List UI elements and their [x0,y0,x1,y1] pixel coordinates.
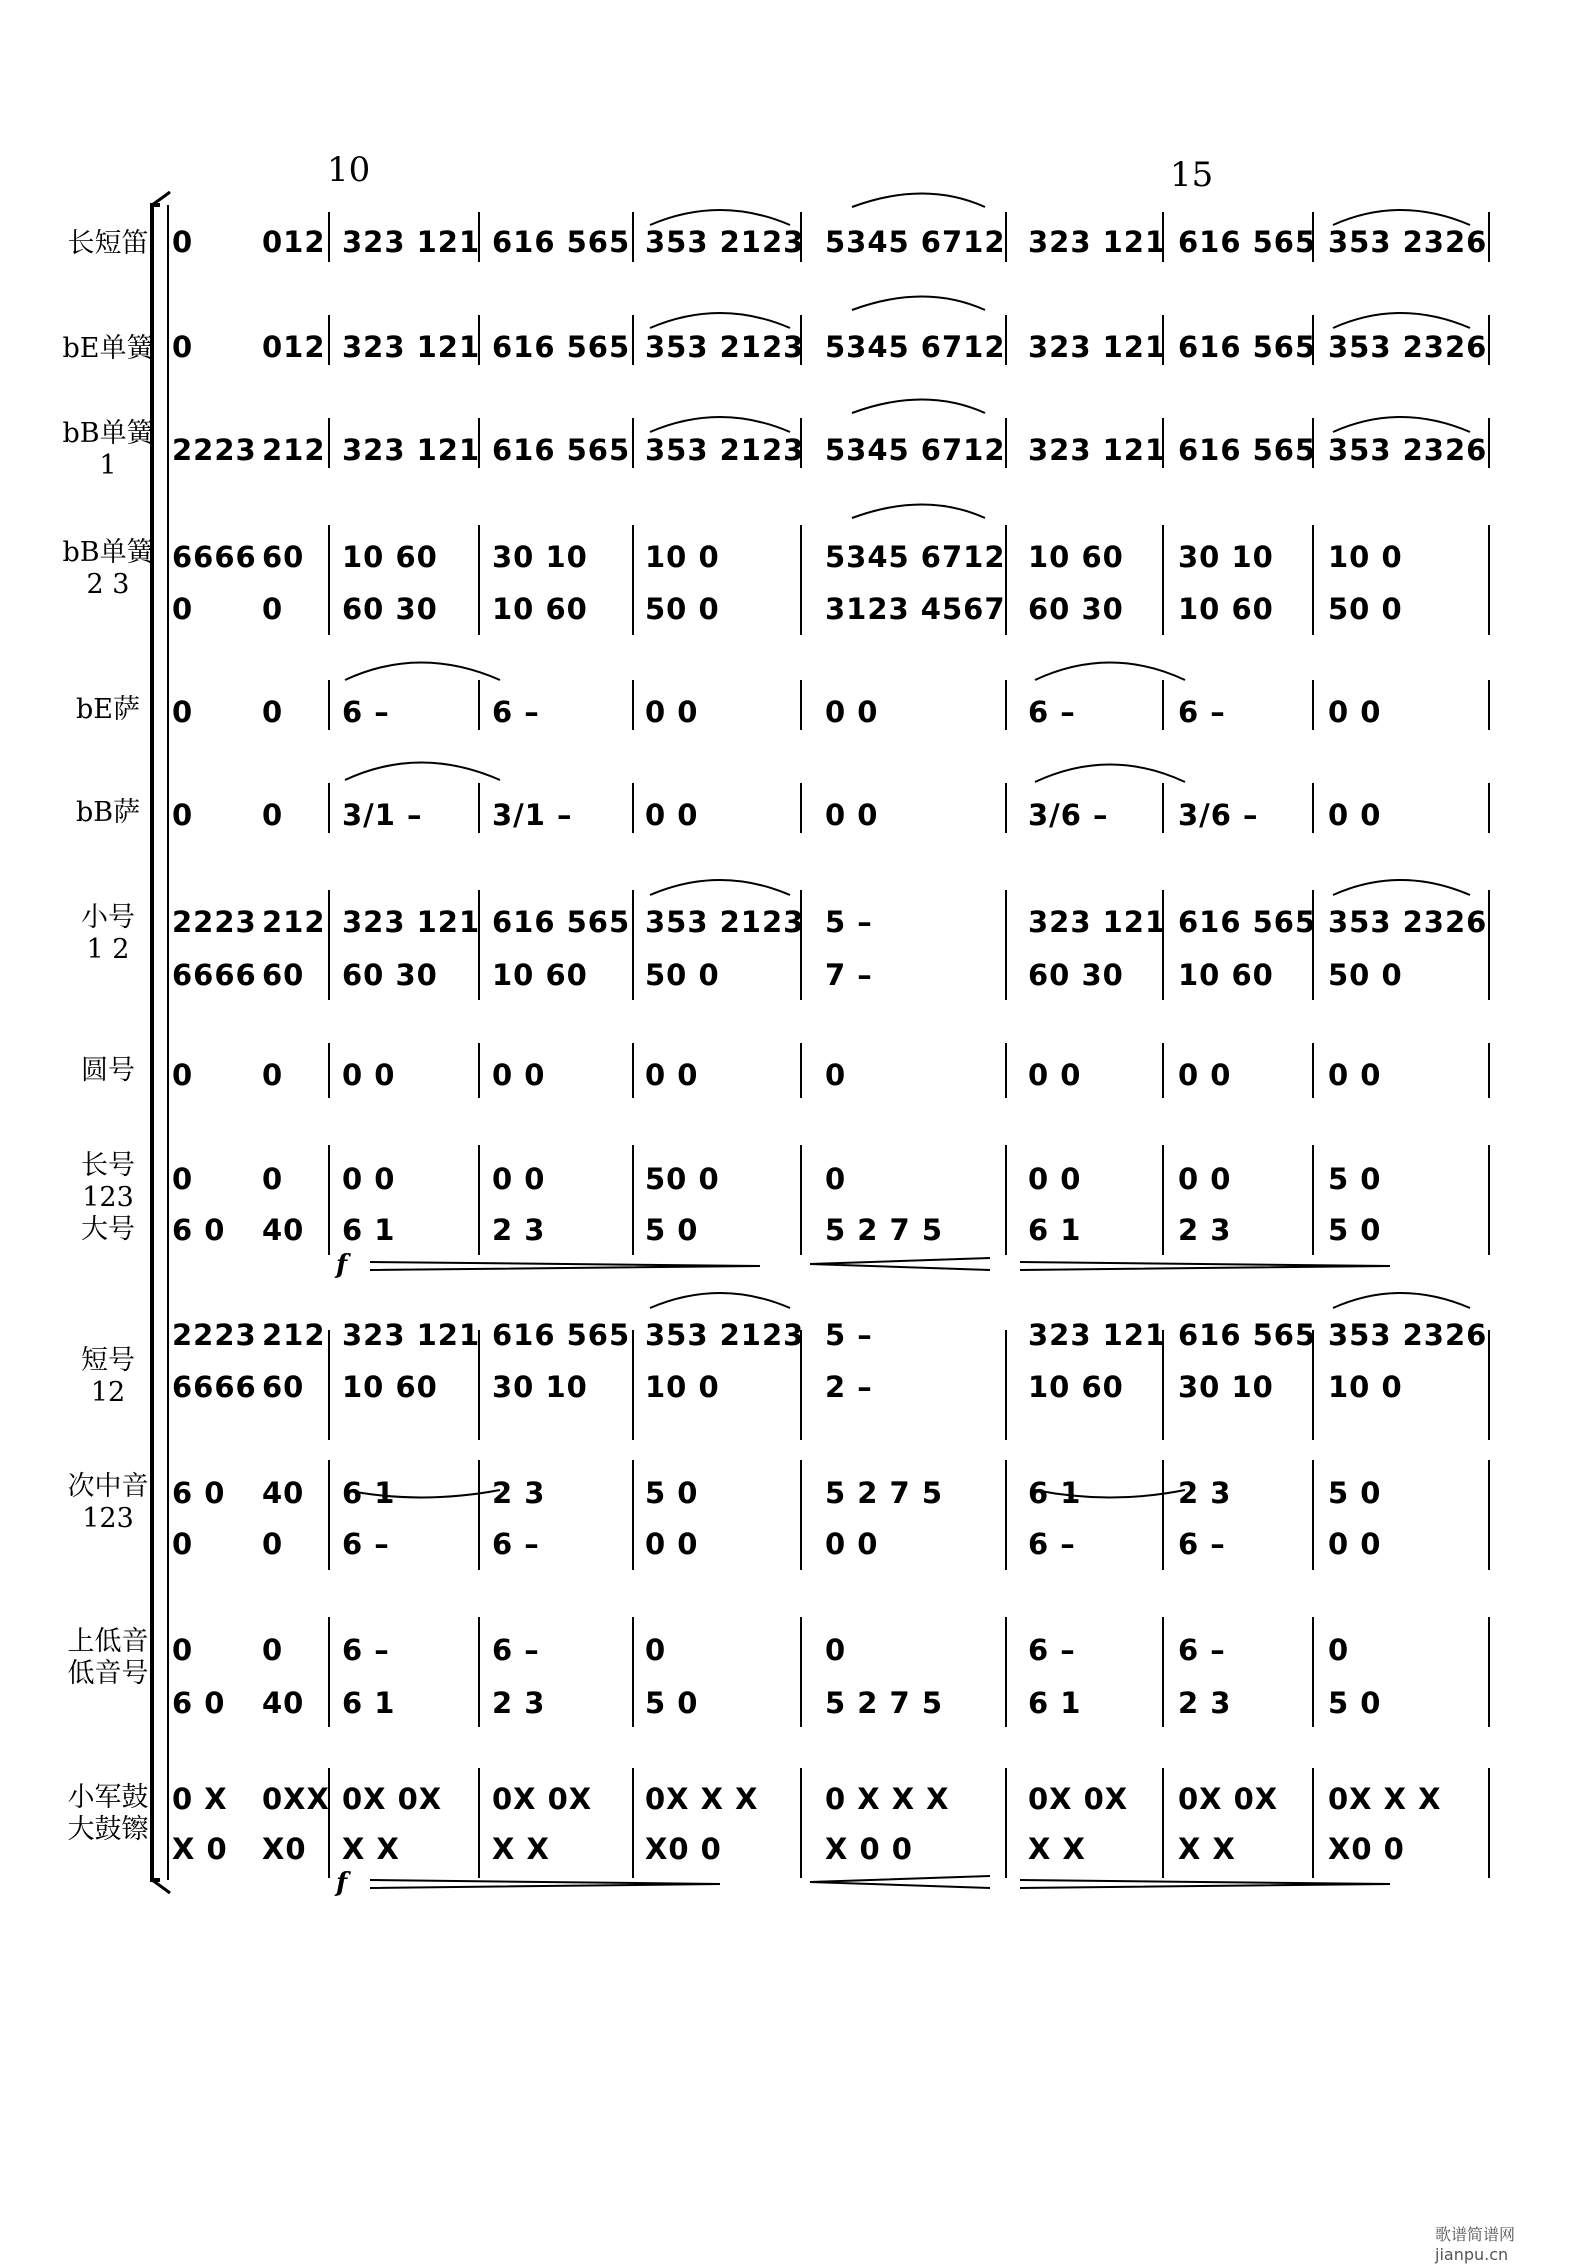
note-cell: 323 121 [1028,905,1167,939]
note-cell: 0X 0X [1028,1782,1129,1816]
note-cell: 616 565 [1178,433,1317,467]
note-cell: 6 – [1178,1527,1226,1561]
note-cell: 0X X X [1328,1782,1442,1816]
note-cell: 0 0 [645,1527,699,1561]
barline [328,890,330,1000]
note-cell: 5 0 [645,1476,699,1510]
note-cell: 5 0 [645,1686,699,1720]
note-cell: X 0 [172,1832,228,1866]
note-cell: 3123 4567 [825,592,1006,626]
barline [1312,1145,1314,1255]
barline [1312,783,1314,833]
barline [478,1617,480,1727]
note-cell: 0 0 [1178,1162,1232,1196]
note-cell: 6 – [342,695,390,729]
barline [478,783,480,833]
note-cell: 323 121 [1028,1318,1167,1352]
note-cell: 0 [172,1162,194,1196]
barline [800,680,802,730]
note-cell: 50 0 [645,592,720,626]
note-cell: 2223 [172,433,257,467]
note-cell: 353 2123 [645,225,805,259]
note-cell: 10 60 [1178,592,1274,626]
note-cell: 30 10 [1178,540,1274,574]
note-cell: 2223 [172,905,257,939]
note-cell: 3/1 – [342,798,423,832]
barline [478,1043,480,1098]
note-cell: 323 121 [1028,225,1167,259]
instrument-label: 长短笛 [67,228,149,259]
barline [800,525,802,635]
note-cell: 60 30 [1028,958,1124,992]
note-cell: 60 30 [1028,592,1124,626]
barline [1312,1617,1314,1727]
note-cell: 323 121 [1028,433,1167,467]
barline [478,1768,480,1878]
note-cell: 5345 6712 [825,433,1006,467]
note-cell: 2223 [172,1318,257,1352]
note-cell: 5345 6712 [825,540,1006,574]
note-cell: 0 [262,798,284,832]
note-cell: 3/1 – [492,798,573,832]
note-cell: 0 [262,592,284,626]
note-cell: 616 565 [492,433,631,467]
note-cell: 0 [262,1162,284,1196]
barline [1312,680,1314,730]
measure-number-15: 15 [1170,155,1214,195]
barline [1488,1145,1490,1255]
note-cell: 616 565 [1178,1318,1317,1352]
note-cell: 10 0 [645,540,720,574]
note-cell: 6 – [492,1527,540,1561]
note-cell: 10 0 [1328,1370,1403,1404]
note-cell: X0 [262,1832,307,1866]
barline [1005,1460,1007,1570]
barline [328,525,330,635]
note-cell: 616 565 [1178,330,1317,364]
instrument-label: bE单簧 [62,333,154,364]
barline [1162,1460,1164,1570]
note-cell: 616 565 [492,225,631,259]
instrument-label: 长号 123 大号 [81,1150,135,1245]
note-cell: 0 [172,798,194,832]
barline [328,315,330,365]
barline [1005,1768,1007,1878]
note-cell: 0 0 [825,798,879,832]
barline [632,418,634,468]
note-cell: 30 10 [492,540,588,574]
note-cell: 323 121 [342,905,481,939]
instrument-label: bB单簧 2 3 [62,537,154,600]
note-cell: 0X 0X [342,1782,443,1816]
note-cell: 7 – [825,958,873,992]
note-cell: 0 [262,1527,284,1561]
barline [1162,525,1164,635]
note-cell: 0 0 [1328,798,1382,832]
note-cell: 5345 6712 [825,225,1006,259]
barline [1162,680,1164,730]
barline [632,525,634,635]
note-cell: 0 0 [1328,1527,1382,1561]
note-cell: 5 0 [1328,1213,1382,1247]
barline [1005,890,1007,1000]
barline [1005,1330,1007,1440]
barline [1162,1768,1164,1878]
note-cell: 012 [262,330,326,364]
barline [632,1043,634,1098]
note-cell: 10 60 [492,958,588,992]
note-cell: 40 [262,1686,305,1720]
note-cell: 6 – [342,1527,390,1561]
barline [800,1617,802,1727]
note-cell: 0 X X X [825,1782,950,1816]
instrument-label: 小军鼓 大鼓镲 [67,1782,149,1845]
note-cell: 2 3 [492,1476,546,1510]
note-cell: 50 0 [645,958,720,992]
instrument-label: bB萨 [75,797,141,828]
note-cell: 353 2123 [645,330,805,364]
note-cell: 353 2326 [1328,433,1488,467]
note-cell: 0 [825,1162,847,1196]
note-cell: 6 0 [172,1213,226,1247]
instrument-label: 次中音 123 [67,1471,149,1534]
barline [1162,1145,1164,1255]
note-cell: 353 2326 [1328,1318,1488,1352]
note-cell: 10 60 [1028,1370,1124,1404]
barline [1005,680,1007,730]
note-cell: 3/6 – [1178,798,1259,832]
note-cell: 6 – [1178,1633,1226,1667]
note-cell: 0 0 [342,1058,396,1092]
note-cell: 0 [825,1633,847,1667]
note-cell: 10 0 [645,1370,720,1404]
barline [1005,783,1007,833]
note-cell: 0 [262,695,284,729]
barline [1162,1617,1164,1727]
note-cell: 0 X [172,1782,228,1816]
barline [632,315,634,365]
note-cell: 0 0 [492,1058,546,1092]
note-cell: 5345 6712 [825,330,1006,364]
note-cell: 0 [172,592,194,626]
note-cell: 0XX [262,1782,330,1816]
barline [328,1330,330,1440]
barline [328,783,330,833]
dynamic-marking: f [336,1868,348,1898]
barline [632,1330,634,1440]
note-cell: 10 60 [1178,958,1274,992]
note-cell: 6 0 [172,1476,226,1510]
note-cell: 60 [262,540,305,574]
note-cell: 616 565 [492,905,631,939]
note-cell: 6 1 [1028,1476,1082,1510]
note-cell: 6666 [172,958,257,992]
note-cell: 353 2326 [1328,330,1488,364]
note-cell: 6 1 [342,1476,396,1510]
note-cell: 0 0 [1028,1058,1082,1092]
barline [632,212,634,262]
barline [1488,315,1490,365]
barline [632,680,634,730]
note-cell: 0 0 [645,1058,699,1092]
note-cell: 0X 0X [1178,1782,1279,1816]
barline [1488,525,1490,635]
note-cell: 0X 0X [492,1782,593,1816]
note-cell: 353 2123 [645,433,805,467]
note-cell: 212 [262,905,326,939]
note-cell: 0 [172,1527,194,1561]
note-cell: 10 60 [342,1370,438,1404]
barline [328,1460,330,1570]
note-cell: 6 – [1178,695,1226,729]
note-cell: 0 [645,1633,667,1667]
note-cell: 0 [262,1633,284,1667]
note-cell: 0X X X [645,1782,759,1816]
note-cell: 0 [172,695,194,729]
note-cell: 5 2 7 5 [825,1213,944,1247]
instrument-label: 圆号 [81,1055,135,1086]
barline [632,1768,634,1878]
instrument-label: 短号 12 [81,1345,135,1408]
barline [632,1460,634,1570]
note-cell: 323 121 [342,1318,481,1352]
barline [800,1043,802,1098]
note-cell: 6666 [172,1370,257,1404]
note-cell: 10 60 [1028,540,1124,574]
note-cell: 60 30 [342,592,438,626]
note-cell: 0 0 [825,695,879,729]
note-cell: 3/6 – [1028,798,1109,832]
barline [1488,890,1490,1000]
barline [478,525,480,635]
note-cell: 6 1 [1028,1213,1082,1247]
note-cell: 6 – [342,1633,390,1667]
note-cell: 0 [262,1058,284,1092]
instrument-label: bE萨 [76,694,140,725]
note-cell: 5 2 7 5 [825,1476,944,1510]
note-cell: X 0 0 [825,1832,913,1866]
note-cell: 6 0 [172,1686,226,1720]
barline [632,1145,634,1255]
barline [328,1043,330,1098]
note-cell: 6 – [1028,1633,1076,1667]
note-cell: 2 3 [492,1686,546,1720]
note-cell: 30 10 [492,1370,588,1404]
barline [632,890,634,1000]
note-cell: 353 2326 [1328,225,1488,259]
note-cell: 0 [1328,1633,1350,1667]
note-cell: 50 0 [1328,958,1403,992]
barline [1488,418,1490,468]
note-cell: X X [1178,1832,1236,1866]
note-cell: 30 10 [1178,1370,1274,1404]
barline [632,783,634,833]
note-cell: 6 – [492,1633,540,1667]
note-cell: 616 565 [492,330,631,364]
barline [328,418,330,468]
barline [1488,1330,1490,1440]
note-cell: 10 60 [342,540,438,574]
barline [1005,1617,1007,1727]
barline [800,1145,802,1255]
note-cell: 5 – [825,905,873,939]
note-cell: 5 0 [1328,1686,1382,1720]
note-cell: 5 0 [1328,1476,1382,1510]
note-cell: 6 – [492,695,540,729]
barline [800,783,802,833]
barline [328,680,330,730]
measure-number-10: 10 [327,150,371,190]
barline [1488,1043,1490,1098]
note-cell: 0 0 [645,695,699,729]
note-cell: 40 [262,1213,305,1247]
instrument-label: 小号 1 2 [81,902,135,965]
barline [1488,212,1490,262]
instrument-label: bB单簧 1 [62,418,154,481]
note-cell: 5 – [825,1318,873,1352]
barline [1312,525,1314,635]
barline [1488,1617,1490,1727]
barline [800,1768,802,1878]
note-cell: 5 2 7 5 [825,1686,944,1720]
barline [478,1460,480,1570]
note-cell: 2 3 [1178,1686,1232,1720]
instrument-label: 上低音 低音号 [67,1626,149,1689]
note-cell: 0 0 [342,1162,396,1196]
watermark: 歌谱简谱网 jianpu.cn [1435,2225,1516,2264]
note-cell: 50 0 [1328,592,1403,626]
note-cell: 616 565 [492,1318,631,1352]
barline [328,1617,330,1727]
note-cell: 353 2326 [1328,905,1488,939]
note-cell: 0 [172,1058,194,1092]
note-cell: 6 – [1028,1527,1076,1561]
note-cell: 012 [262,225,326,259]
note-cell: 323 121 [1028,330,1167,364]
note-cell: 0 0 [492,1162,546,1196]
barline [328,212,330,262]
note-cell: 212 [262,433,326,467]
note-cell: 0 0 [1178,1058,1232,1092]
system-brace [152,205,160,1880]
note-cell: 0 [825,1058,847,1092]
note-cell: X X [1028,1832,1086,1866]
barline [1162,1043,1164,1098]
note-cell: 0 [172,225,194,259]
note-cell: 60 [262,1370,305,1404]
note-cell: X X [342,1832,400,1866]
note-cell: 6 – [1028,695,1076,729]
note-cell: X X [492,1832,550,1866]
note-cell: 0 0 [1328,1058,1382,1092]
barline [1488,1768,1490,1878]
note-cell: 6666 [172,540,257,574]
note-cell: 50 0 [645,1162,720,1196]
note-cell: 353 2123 [645,1318,805,1352]
barline [1488,783,1490,833]
barline [1312,1768,1314,1878]
note-cell: 323 121 [342,433,481,467]
note-cell: 0 [172,1633,194,1667]
note-cell: 2 3 [1178,1476,1232,1510]
note-cell: X0 0 [645,1832,722,1866]
note-cell: 5 0 [1328,1162,1382,1196]
barline [1488,680,1490,730]
note-cell: 616 565 [1178,225,1317,259]
note-cell: 0 [172,330,194,364]
note-cell: 0 0 [645,798,699,832]
barline [1005,1145,1007,1255]
note-cell: 60 30 [342,958,438,992]
note-cell: 60 [262,958,305,992]
note-cell: 6 1 [342,1213,396,1247]
dynamic-marking: f [336,1250,348,1280]
note-cell: 2 – [825,1370,873,1404]
barline [1488,1460,1490,1570]
note-cell: 2 3 [1178,1213,1232,1247]
note-cell: 0 0 [825,1527,879,1561]
barline [328,1145,330,1255]
note-cell: X0 0 [1328,1832,1405,1866]
barline [478,680,480,730]
barline [800,1460,802,1570]
barline [632,1617,634,1727]
note-cell: 6 1 [1028,1686,1082,1720]
note-cell: 40 [262,1476,305,1510]
note-cell: 616 565 [1178,905,1317,939]
barline [478,1145,480,1255]
note-cell: 0 0 [1028,1162,1082,1196]
barline [1162,783,1164,833]
note-cell: 212 [262,1318,326,1352]
note-cell: 6 1 [342,1686,396,1720]
note-cell: 0 0 [1328,695,1382,729]
note-cell: 10 60 [492,592,588,626]
note-cell: 323 121 [342,225,481,259]
note-cell: 5 0 [645,1213,699,1247]
note-cell: 2 3 [492,1213,546,1247]
note-cell: 353 2123 [645,905,805,939]
note-cell: 10 0 [1328,540,1403,574]
note-cell: 323 121 [342,330,481,364]
barline [1005,1043,1007,1098]
barline [1312,1043,1314,1098]
barline [1312,1460,1314,1570]
